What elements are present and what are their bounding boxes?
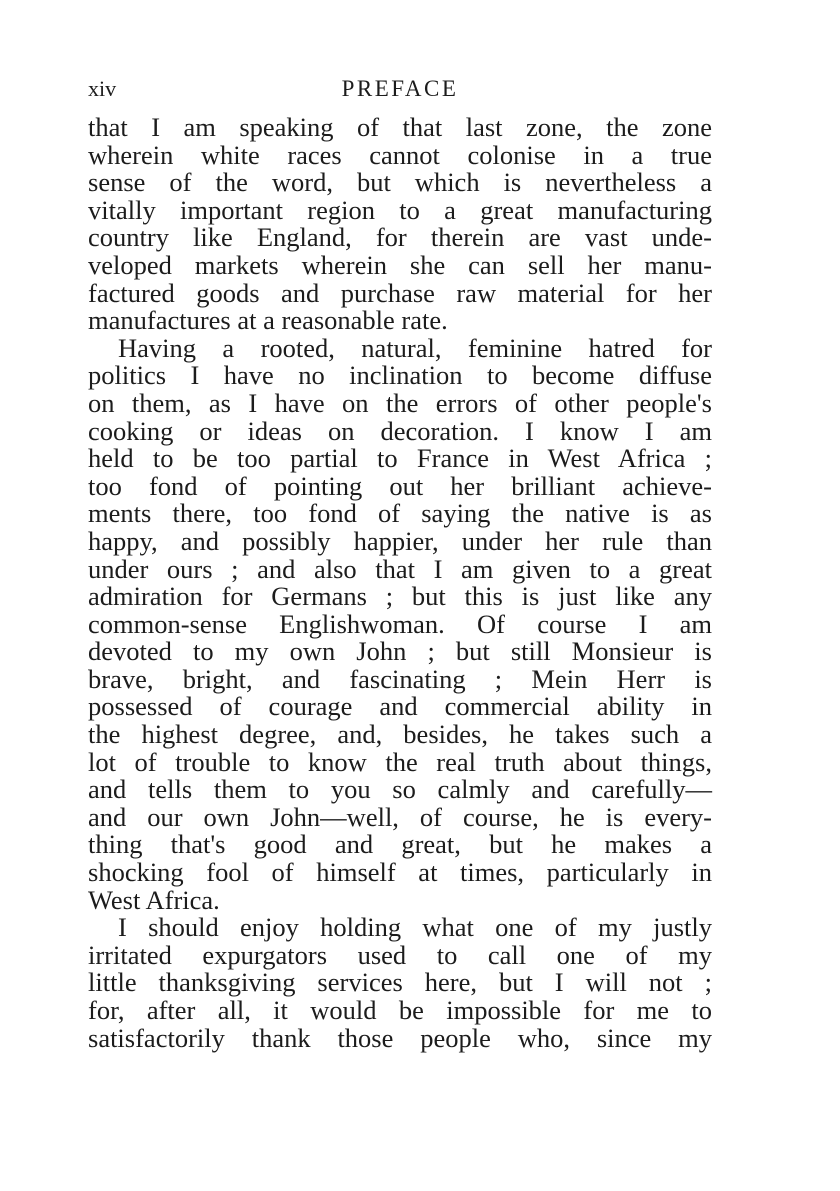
text-line: irritated expurgators used to call one of my — [88, 939, 712, 970]
text-line: I should enjoy holding what one of my justly — [118, 912, 712, 943]
text-line: wherein white races cannot colonise in a true — [88, 139, 712, 170]
text-line: manufactures at a reasonable rate. — [88, 305, 448, 336]
text-line: possessed of courage and commercial ability in — [88, 691, 712, 722]
text-line: Having a rooted, natural, feminine hatred for — [118, 332, 712, 363]
text-line: held to be too partial to France in West Africa ; — [88, 443, 712, 474]
text-line: politics I have no inclination to become diffuse — [88, 360, 712, 391]
text-line: on them, as I have on the errors of other people's — [88, 387, 712, 418]
text-line: the highest degree, and, besides, he takes such a — [88, 719, 712, 750]
text-line: shocking fool of himself at times, particularly in — [88, 857, 712, 888]
text-line: West Africa. — [88, 884, 220, 915]
text-line: too fond of pointing out her brilliant achieve- — [88, 470, 712, 501]
text-line: cooking or ideas on decoration. I know I am — [88, 415, 712, 446]
text-line: ments there, too fond of saying the native is as — [88, 498, 712, 529]
text-line: factured goods and purchase raw material for her — [88, 277, 712, 308]
text-line: and our own John—well, of course, he is every- — [88, 801, 712, 832]
text-line: little thanksgiving services here, but I will not ; — [88, 967, 712, 998]
text-line: and tells them to you so calmly and carefully— — [88, 774, 712, 805]
text-line: under ours ; and also that I am given to a great — [88, 553, 712, 584]
text-line: for, after all, it would be impossible for me to — [88, 995, 712, 1025]
text-line: admiration for Germans ; but this is just like any — [88, 581, 712, 612]
text-line: that I am speaking of that last zone, the zone — [88, 112, 712, 142]
text-line: devoted to my own John ; but still Monsieur is — [88, 636, 712, 667]
body-text — [88, 114, 712, 1052]
page-number: xiv — [88, 76, 117, 101]
text-line: sense of the word, but which is nevertheless a — [88, 167, 712, 198]
text-line: happy, and possibly happier, under her rule than — [88, 525, 712, 556]
text-line: veloped markets wherein she can sell her manu- — [88, 249, 712, 280]
running-head — [88, 74, 712, 104]
text-line: common-sense Englishwoman. Of course I am — [88, 608, 712, 639]
text-line: lot of trouble to know the real truth about things, — [88, 746, 712, 777]
text-line: thing that's good and great, but he makes a — [88, 829, 712, 860]
text-line: satisfactorily thank those people who, since my — [88, 1022, 712, 1053]
running-title: PREFACE — [341, 76, 459, 101]
text-line: brave, bright, and fascinating ; Mein Herr is — [88, 663, 712, 694]
text-line: country like England, for therein are vast unde- — [88, 222, 712, 253]
text-line: vitally important region to a great manufacturing — [88, 194, 712, 225]
